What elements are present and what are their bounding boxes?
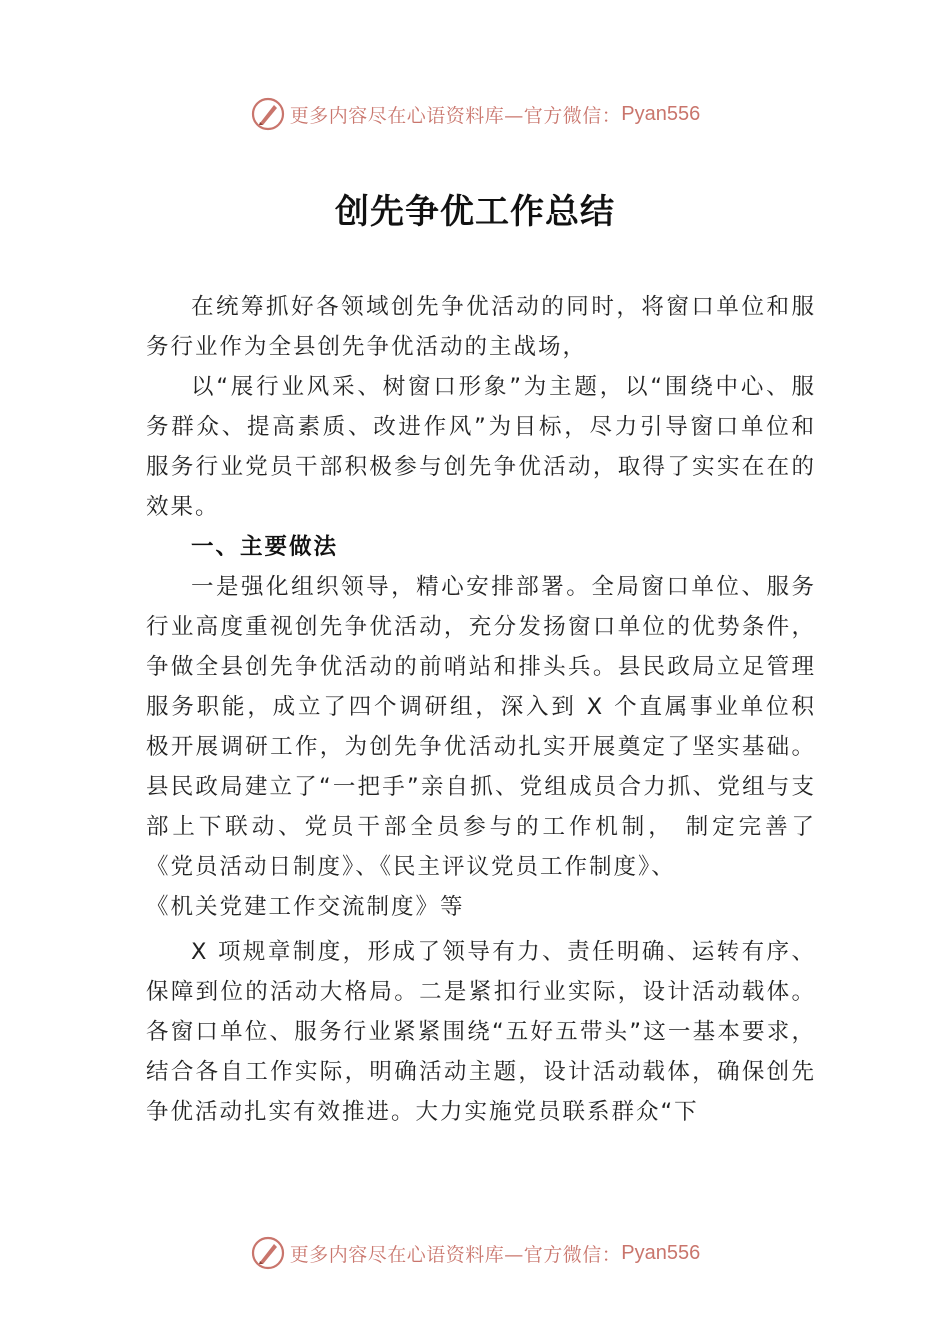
quill-logo-icon bbox=[250, 96, 286, 132]
quill-logo-icon bbox=[250, 1235, 286, 1271]
watermark-wechat-id: Pyan556 bbox=[621, 102, 701, 125]
watermark-text: 更多内容尽在心语资料库—官方微信： bbox=[289, 104, 622, 127]
section-heading: 一、主要做法 bbox=[191, 534, 339, 560]
watermark-banner-top bbox=[0, 92, 950, 136]
paragraph: 以“展行业风采、树窗口形象”为主题，以“围绕中心、服务群众、提高素质、改进作风”为目标，尽力引导窗口单位和服务行业党员干部积极参与创先争优活动，取得了实实在在的效果。 bbox=[146, 374, 816, 520]
paragraph: 一是强化组织领导，精心安排部署。全局窗口单位、服务行业高度重视创先争优活动，充分发扬窗口单位的优势条件，争做全县创先争优活动的前哨站和排头兵。县民政局立足管理服务职能，成立了四个调研组，深入到 X 个直属事业单位积极开展调研工作，为创先争优活动扎实开展奠定了坚实基础。县民政局建立了“一把手”亲自抓、党组成员合力抓、党组与支部上下联动、党员干部全员参与的工作机制， 制定完善了《党员活动日制度》、《民主评议党员工作制度》、 bbox=[146, 574, 816, 880]
paragraph: 在统筹抓好各领域创先争优活动的同时，将窗口单位和服务行业作为全县创先争优活动的主战场， bbox=[146, 294, 816, 360]
watermark-banner-bottom bbox=[0, 1231, 950, 1275]
watermark-wechat-id: Pyan556 bbox=[621, 1241, 701, 1264]
document-title: 创先争优工作总结 bbox=[335, 192, 615, 232]
paragraph: X 项规章制度，形成了领导有力、责任明确、运转有序、保障到位的活动大格局。二是紧扣行业实际，设计活动载体。各窗口单位、服务行业紧紧围绕“五好五带头”这一基本要求，结合各自工作实际，明确活动主题，设计活动载体，确保创先争优活动扎实有效推进。大力实施党员联系群众“下 bbox=[146, 939, 816, 1125]
watermark-text: 更多内容尽在心语资料库—官方微信： bbox=[289, 1243, 622, 1266]
document-body bbox=[146, 287, 816, 1132]
paragraph: 《机关党建工作交流制度》等 bbox=[146, 894, 465, 920]
